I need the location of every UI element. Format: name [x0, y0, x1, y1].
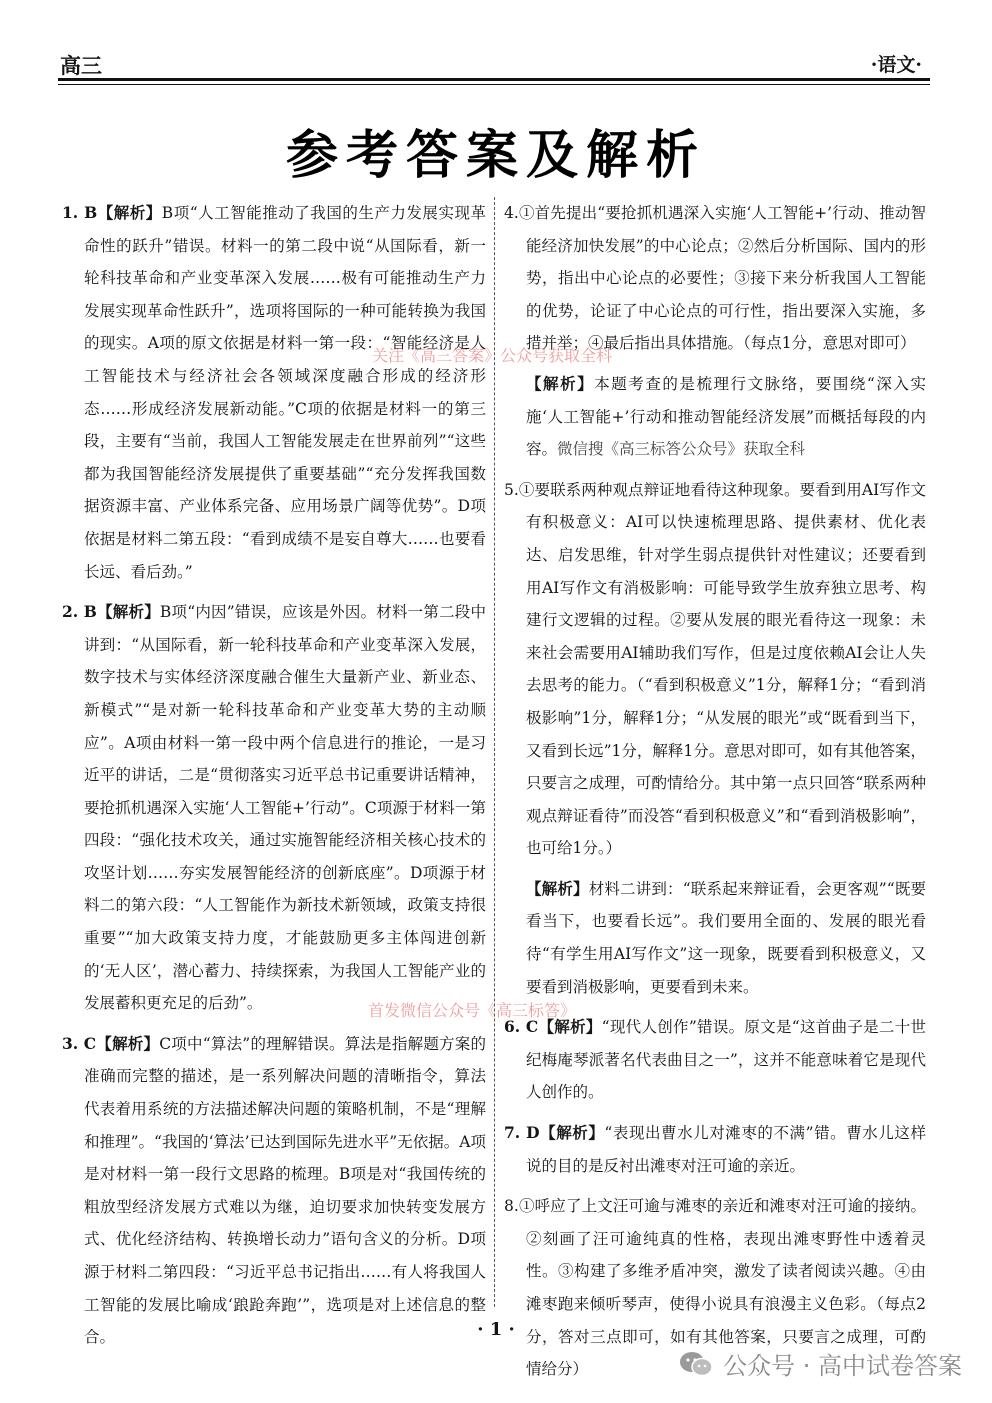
answer-text: C项中“算法”的理解错误。算法是指解题方案的准确而完整的描述，是一系列解决问题的清晰指令，算法代表着用系统的方法描述解决问题的策略机制，不是“理解和推理”。“我国的‘算法’已达到国际先进水平”无依据。A项是对材料一第一段行文思路的梳理。B项是对“我国传统的粗放型经济发展方式难以为继，迫切要求加快转变发展方式、优化经济结构、转换增长动力”语句含义的分析。D项源于材料二第四段：“习近平总书记指出……有人将我国人工智能的发展比喻成‘踉跄奔跑’”，选项是对上述信息的整合。	[84, 1034, 486, 1347]
answer-text: ①要联系两种观点辩证地看待这种现象。要看到用AI写作文有积极意义：AI可以快速梳理思路、提供素材、优化表达、启发思维，针对学生弱点提供针对性建议；还要看到用AI写作文有消极影响：可能导致学生放弃独立思考、构建行文逻辑的过程。②要从发展的眼光看待这一现象：未来社会需要用AI辅助我们写作，但是过度依赖AI会让人失去思考的能力。（“看到积极意义”1分，解释1分；“看到消极影响”1分，解释1分；“从发展的眼光”或“既看到当下，又看到长远”1分，解释1分。意思对即可，如有其他答案，只要言之成理，可酌情给分。其中第一点只回答“联系两种观点辩证看待”而没答“看到积极意义”和“看到消极影响”，也可给1分。）	[518, 480, 926, 858]
answer-head: 3. C【解析】	[62, 1033, 160, 1053]
analysis-label: 【解析】	[526, 373, 595, 393]
answer-item-2	[62, 596, 486, 1020]
footer-text: 公众号 · 高中试卷答案	[723, 1352, 962, 1380]
watermark-top: 关注《高三答案》公众号获取全科	[372, 346, 613, 365]
inline-watermark: 微信搜《高三标答公众号》获取全科	[557, 440, 806, 459]
answer-item-7	[504, 1117, 926, 1182]
answer-text: ①首先提出“要抢抓机遇深入实施‘人工智能+’行动、推动智能经济加快发展”的中心论点；②然后分析国际、国内的形势，指出中心论点的必要性；③接下来分析我国人工智能的优势，论证了中心论点的可行性，指出要深入实施，多措并举；④最后指出具体措施。（每点1分，意思对即可）	[518, 204, 926, 353]
answer-item-3	[62, 1028, 486, 1354]
answer-text: “表现出曹水儿对滩枣的不满”错。曹水儿这样说的目的是反衬出滩枣对汪可逾的亲近。	[526, 1124, 926, 1175]
grade-label: 高三	[60, 53, 102, 78]
answer-text: B项“人工智能推动了我国的生产力发展实现革命性的跃升”错误。材料一的第二段中说“从国际看，新一轮科技革命和产业变革深入发展……极有可能推动生产力发展实现革命性跃升”，选项将国际的一种可能转换为我国的现实。A项的原文依据是材料一第一段：“智能经济是人工智能技术与经济社会各领域深度融合形成的经济形态……形成经济发展新动能。”C项的依据是材料一的第三段，主要有“当前，我国人工智能发展走在世界前列”“这些都为我国智能经济发展提供了重要基础”“充分发挥我国数据资源丰富、产业体系完备、应用场景广阔等优势”。D项依据是材料二第五段：“看到成绩不是妄自尊大……也要看长远、看后劲。”	[84, 204, 486, 581]
answer-item-5	[504, 474, 926, 865]
page-title: 参考答案及解析	[285, 126, 706, 186]
answer-head: 4.	[504, 204, 519, 222]
wechat-footer[interactable]	[679, 1346, 962, 1381]
answer-head: 8.	[504, 1197, 519, 1216]
answer-head: 5.	[504, 480, 519, 499]
answer-text: B项“内因”错误，应该是外因。材料一第二段中讲到：“从国际看，新一轮科技革命和产业变革深入发展，数字技术与实体经济深度融合催生大量新产业、新业态、新模式”“是对新一轮科技革命和产业变革大势的主动顺应”。A项由材料一第一段中两个信息进行的推论，一是习近平的讲话，二是“贯彻落实习近平总书记重要讲话精神，要抢抓机遇深入实施‘人工智能+’行动”。C项源于材料一第四段：“强化技术攻关，通过实施智能经济相关核心技术的攻坚计划……夯实发展智能经济的创新底座”。D项源于材料二的第六段：“人工智能作为新技术新领域，政策支持很重要”“加大政策支持力度，才能鼓励更多主体闯进创新的‘无人区’，潜心蓄力、持续探索，为我国人工智能产业的发展蓄积更充足的后劲”。	[84, 603, 486, 1013]
wechat-icon	[679, 1350, 713, 1378]
answer-item-1	[62, 197, 486, 588]
analysis-text: 本题考查的是梳理行文脉络，要围绕“深入实施‘人工智能+’行动和推动智能经济发展”而概括每段的内容。	[526, 374, 926, 459]
answer-text: ①呼应了上文汪可逾与滩枣的亲近和滩枣对汪可逾的接纳。②刻画了汪可逾纯真的性格，表现出滩枣野性中透着灵性。③构建了多维矛盾冲突，激发了读者阅读兴趣。④由滩枣跑来倾听琴声，使得小说具有浪漫主义色彩。（每点2分，答对三点即可，如有其他答案，只要言之成理，可酌情给分）	[518, 1197, 926, 1379]
analysis-5	[504, 873, 926, 1003]
answer-head: 1. B【解析】	[62, 203, 162, 222]
right-column	[504, 197, 926, 1394]
answer-head: 6. C【解析】	[504, 1017, 602, 1037]
answer-item-4	[504, 197, 926, 360]
analysis-text: 材料二讲到：“联系起来辩证看，会更客观”“既要看当下，也要看长远”。我们要用全面的、发展的眼光看待“有学生用AI写作文”这一现象，既要看到积极意义，又要看到消极影响，更要看到未来。	[526, 879, 926, 996]
watermark-middle: 首发微信公众号《高三标答》	[368, 1001, 577, 1020]
answer-head: 2. B【解析】	[62, 602, 160, 622]
answer-text: “现代人创作”错误。原文是“这首曲子是二十世纪梅庵琴派著名代表曲目之一”，这并不能意味着它是现代人创作的。	[526, 1018, 926, 1102]
header-rule	[58, 78, 930, 81]
column-divider	[494, 197, 495, 1307]
header-rule-thin	[58, 84, 930, 85]
subject-label: ·语文·	[870, 54, 922, 76]
analysis-4	[504, 368, 926, 466]
answer-head: 7. D【解析】	[504, 1123, 605, 1143]
page-number: · 1 ·	[477, 1319, 515, 1340]
analysis-label: 【解析】	[526, 878, 589, 898]
left-column	[62, 197, 486, 1362]
answer-item-6	[504, 1011, 926, 1109]
